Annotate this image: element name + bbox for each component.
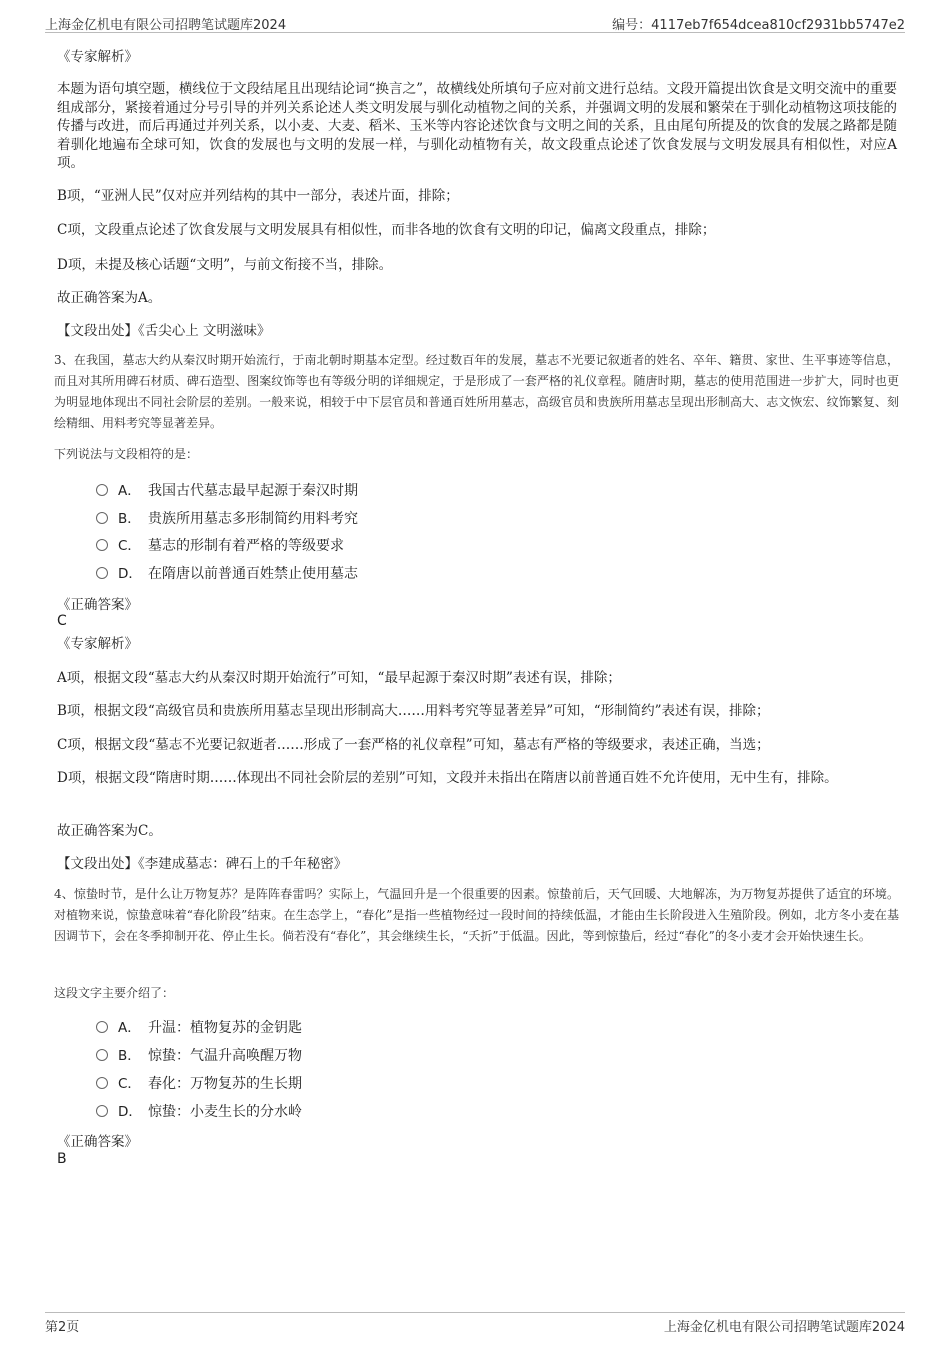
conclusion-3: 故正确答案为C。 bbox=[57, 823, 162, 839]
header-company: 上海金亿机电有限公司招聘笔试题库2024 bbox=[45, 18, 287, 33]
radio-icon[interactable] bbox=[96, 1049, 108, 1061]
analysis-3-b: B项，根据文段“高级官员和贵族所用墓志呈现出形制高大……用料考究等显著差异”可知，“形制简约”表述有误，排除； bbox=[57, 703, 770, 719]
question-4-option-b[interactable]: B． 惊蛰：气温升高唤醒万物 bbox=[96, 1046, 302, 1066]
question-3-option-d[interactable]: D． 在隋唐以前普通百姓禁止使用墓志 bbox=[96, 564, 358, 584]
radio-icon[interactable] bbox=[96, 1105, 108, 1117]
question-3-option-c[interactable]: C． 墓志的形制有着严格的等级要求 bbox=[96, 536, 344, 556]
analysis-3-a: A项，根据文段“墓志大约从秦汉时期开始流行”可知，“最早起源于秦汉时期”表述有误，排除； bbox=[57, 670, 621, 686]
analysis-3-d: D项，根据文段“隋唐时期……体现出不同社会阶层的差别”可知，文段并未指出在隋唐以前普通百姓不允许使用，无中生有，排除。 bbox=[57, 770, 838, 786]
analysis-item-b-1: B项，“亚洲人民”仅对应并列结构的其中一部分，表述片面，排除； bbox=[57, 188, 459, 204]
question-3-prompt: 下列说法与文段相符的是： bbox=[54, 447, 199, 461]
expert-label-3: 《专家解析》 bbox=[57, 636, 138, 652]
page-footer bbox=[45, 1312, 905, 1335]
conclusion-1: 故正确答案为A。 bbox=[57, 290, 162, 306]
question-4-option-c[interactable]: C． 春化：万物复苏的生长期 bbox=[96, 1074, 302, 1094]
analysis-3-c: C项，根据文段“墓志不光要记叙逝者……形成了一套严格的礼仪章程”可知，墓志有严格的等级要求，表述正确，当选； bbox=[57, 737, 770, 753]
radio-icon[interactable] bbox=[96, 539, 108, 551]
answer-4: B bbox=[57, 1151, 67, 1167]
radio-icon[interactable] bbox=[96, 1021, 108, 1033]
source-1: 【文段出处】《舌尖心上 文明滋味》 bbox=[57, 323, 271, 339]
question-4-prompt: 这段文字主要介绍了： bbox=[54, 986, 175, 1000]
question-4-option-a[interactable]: A． 升温：植物复苏的金钥匙 bbox=[96, 1018, 302, 1038]
radio-icon[interactable] bbox=[96, 484, 108, 496]
answer-label-4: 《正确答案》 bbox=[57, 1134, 138, 1150]
expert-label-1: 《专家解析》 bbox=[57, 49, 138, 65]
question-3-passage: 3、在我国，墓志大约从秦汉时期开始流行，于南北朝时期基本定型。经过数百年的发展，墓志不光要记叙逝者的姓名、卒年、籍贯、家世、生平事迹等信息，而且对其所用碑石材质、碑石造型、图案纹饰等也有等级分明的详细规定，于是形成了一套严格的礼仪章程。随唐时期，墓志的使用范围进一步扩大，同时也更为明显地体现出不同社会阶层的差别。一般来说，相较于中下层官员和普通百姓所用墓志，高级官员和贵族所用墓志呈现出形制高大、志文恢宏、纹饰繁复、刻绘精细、用料考究等显著差异。 bbox=[54, 353, 899, 430]
footer-company: 上海金亿机电有限公司招聘笔试题库2024 bbox=[663, 1320, 905, 1335]
question-4-passage: 4、惊蛰时节，是什么让万物复苏？是阵阵春雷吗？实际上，气温回升是一个很重要的因素。惊蛰前后，天气回暖、大地解冻，为万物复苏提供了适宜的环境。对植物来说，惊蛰意味着“春化阶段”结束。在生态学上，“春化”是指一些植物经过一段时间的持续低温，才能由生长阶段进入生殖阶段。例如，北方冬小麦在基因调节下，会在冬季抑制开花、停止生长。倘若没有“春化”，其会继续生长，“夭折”于低温。因此，等到惊蛰后，经过“春化”的冬小麦才会开始快速生长。 bbox=[54, 887, 899, 943]
answer-3: C bbox=[57, 613, 67, 629]
answer-label-3: 《正确答案》 bbox=[57, 597, 138, 613]
analysis-paragraph-1: 本题为语句填空题，横线位于文段结尾且出现结论词“换言之”，故横线处所填句子应对前文进行总结。文段开篇提出饮食是文明交流中的重要组成部分，紧接着通过分号引导的并列关系论述人类文明发展与驯化动植物之间的关系，并强调文明的发展和繁荣在于驯化动植物这项技能的传播与改进，而后再通过并列关系，以小麦、大麦、稻米、玉米等内容论述饮食与文明之间的关系，且由尾句所提及的饮食的发展之路都是随着驯化地遍布全球可知，饮食的发展也与文明的发展一样，与驯化动植物有关，故文段重点论述了饮食发展与文明发展具有相似性，对应A项。 bbox=[57, 81, 897, 171]
radio-icon[interactable] bbox=[96, 1077, 108, 1089]
source-3: 【文段出处】《李建成墓志：碑石上的千年秘密》 bbox=[57, 856, 348, 872]
header-code: 编号：4117eb7f654dcea810cf2931bb5747e2 bbox=[612, 18, 905, 33]
question-4-option-d[interactable]: D． 惊蛰：小麦生长的分水岭 bbox=[96, 1102, 302, 1122]
analysis-item-c-1: C项，文段重点论述了饮食发展与文明发展具有相似性，而非各地的饮食有文明的印记，偏离文段重点，排除； bbox=[57, 222, 716, 238]
radio-icon[interactable] bbox=[96, 567, 108, 579]
footer-page-number: 第2页 bbox=[45, 1320, 80, 1335]
question-3-option-b[interactable]: B． 贵族所用墓志多形制简约用料考究 bbox=[96, 509, 358, 529]
question-3-option-a[interactable]: A． 我国古代墓志最早起源于秦汉时期 bbox=[96, 481, 358, 501]
radio-icon[interactable] bbox=[96, 512, 108, 524]
analysis-item-d-1: D项，未提及核心话题“文明”，与前文衔接不当，排除。 bbox=[57, 257, 393, 273]
page-header bbox=[45, 12, 905, 33]
